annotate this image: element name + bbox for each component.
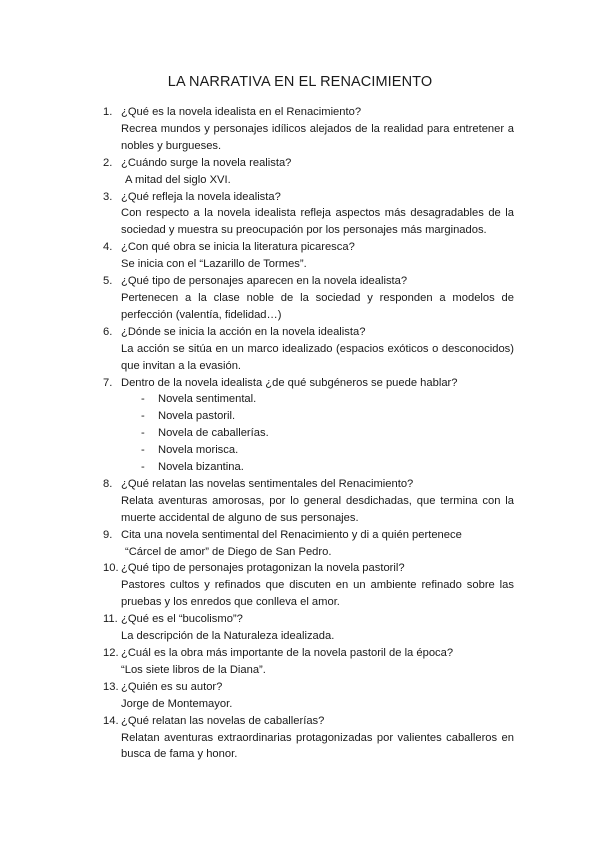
qa-item-1 (0, 104, 600, 155)
subgenre-label: Novela morisca. (158, 444, 239, 457)
question-number: 7. (103, 376, 113, 389)
dash-bullet: - (141, 393, 145, 406)
question-number: 13. (103, 680, 119, 693)
question-text: ¿Cuándo surge la novela realista? (121, 156, 292, 169)
question-number: 12. (103, 647, 119, 659)
answer-text: A mitad del siglo XVI. (125, 173, 231, 186)
qa-item-7 (0, 375, 600, 476)
subgenre-label: Novela de caballerías. (158, 427, 269, 440)
dash-bullet: - (141, 410, 145, 423)
subgenre-label: Novela bizantina. (158, 461, 244, 474)
answer-text: Recrea mundos y personajes idílicos alejados de la realidad para entretener a nobles y burgueses. (121, 122, 514, 152)
question-number: 5. (103, 275, 113, 288)
subgenre-list (121, 391, 514, 476)
question-number: 9. (103, 528, 113, 541)
question-number: 10. (103, 562, 119, 575)
answer-text: Se inicia con el “Lazarillo de Tormes”. (121, 258, 307, 271)
question-text: ¿Qué tipo de personajes aparecen en la novela idealista? (121, 275, 408, 288)
dash-bullet: - (141, 444, 145, 457)
list-item (121, 442, 514, 459)
question-text: ¿Dónde se inicia la acción en la novela idealista? (121, 325, 366, 338)
question-number: 2. (103, 156, 113, 169)
answer-text: Con respecto a la novela idealista refleja aspectos más desagradables de la sociedad y muestra su preocupación por los personajes más marginados. (121, 207, 514, 237)
dash-bullet: - (141, 427, 145, 440)
question-text: ¿Qué es el “bucolismo”? (121, 613, 243, 626)
answer-text: “Cárcel de amor” de Diego de San Pedro. (125, 545, 332, 558)
question-text: ¿Qué refleja la novela idealista? (121, 190, 281, 203)
qa-item-5 (0, 273, 600, 324)
question-text: Dentro de la novela idealista ¿de qué subgéneros se puede hablar? (121, 376, 458, 389)
question-text: ¿Qué relatan las novelas sentimentales del Renacimiento? (121, 477, 414, 490)
answer-text: La acción se sitúa en un marco idealizado (espacios exóticos o desconocidos) que invitan a la evasión. (121, 342, 514, 372)
list-item (121, 459, 514, 476)
answer-text: Pastores cultos y refinados que discuten en un ambiente refinado sobre las pruebas y los enredos que conlleva el amor. (121, 579, 514, 609)
qa-item-3 (0, 189, 600, 240)
dash-bullet: - (141, 461, 145, 474)
qa-item-14 (0, 713, 600, 764)
question-number: 11. (103, 613, 118, 626)
answer-text: Relatan aventuras extraordinarias protagonizadas por valientes caballeros en busca de fama y honor. (121, 731, 514, 761)
qa-item-9 (0, 527, 600, 561)
question-text: ¿Cuál es la obra más importante de la novela pastoril de la época? (121, 647, 454, 659)
question-number: 4. (103, 241, 113, 254)
qa-item-4 (0, 239, 600, 273)
question-number: 8. (103, 477, 113, 490)
question-number: 3. (103, 190, 113, 203)
list-item (121, 408, 514, 425)
question-text: ¿Qué es la novela idealista en el Renacimiento? (121, 106, 362, 118)
page-title: LA NARRATIVA EN EL RENACIMIENTO (167, 74, 433, 90)
qa-item-6 (0, 324, 600, 375)
qa-item-10 (0, 560, 600, 611)
question-text: ¿Qué relatan las novelas de caballerías? (121, 714, 325, 727)
qa-item-12 (0, 645, 600, 679)
answer-text: “Los siete libros de la Diana”. (121, 663, 266, 676)
question-text: Cita una novela sentimental del Renacimiento y di a quién pertenece (121, 528, 462, 541)
qa-item-2 (0, 155, 600, 189)
question-number: 1. (103, 106, 113, 118)
qa-item-8 (0, 476, 600, 527)
qa-item-13 (0, 679, 600, 713)
subgenre-label: Novela pastoril. (158, 410, 236, 423)
question-list (0, 104, 600, 763)
question-number: 6. (103, 325, 113, 338)
answer-text: Relata aventuras amorosas, por lo general desdichadas, que termina con la muerte accidental de alguno de sus personajes. (121, 494, 514, 524)
question-text: ¿Quién es su autor? (121, 680, 223, 693)
list-item (121, 391, 514, 408)
question-number: 14. (103, 714, 119, 727)
qa-item-11 (0, 611, 600, 645)
answer-text: Jorge de Montemayor. (121, 697, 233, 710)
list-item (121, 425, 514, 442)
answer-text: La descripción de la Naturaleza idealizada. (121, 630, 335, 643)
subgenre-label: Novela sentimental. (158, 393, 257, 406)
question-text: ¿Con qué obra se inicia la literatura picaresca? (121, 241, 355, 254)
question-text: ¿Qué tipo de personajes protagonizan la novela pastoril? (121, 562, 405, 575)
answer-text: Pertenecen a la clase noble de la sociedad y responden a modelos de perfección (valentía, fidelidad…) (121, 291, 514, 321)
